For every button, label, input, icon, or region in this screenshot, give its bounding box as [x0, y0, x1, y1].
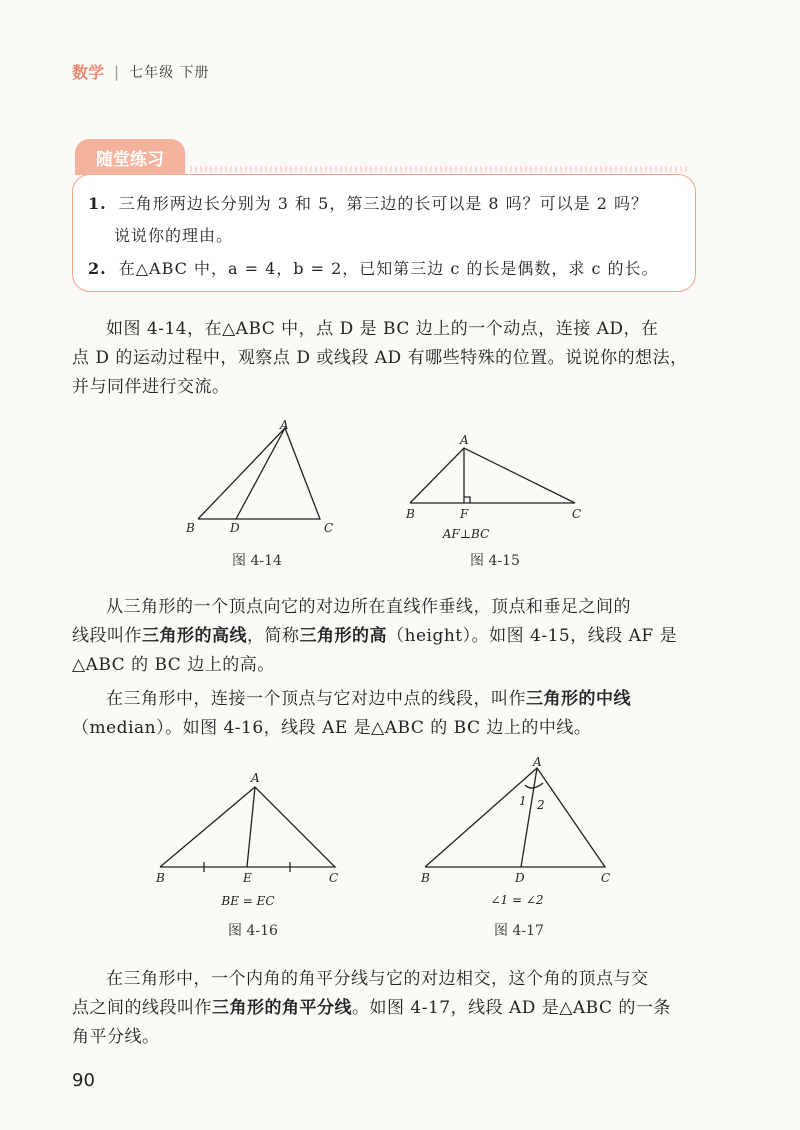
- paragraph-2-line1: 从三角形的一个顶点向它的对边所在直线作垂线，顶点和垂足之间的: [106, 597, 631, 617]
- fig415-label-a: A: [460, 433, 469, 447]
- page-header: [72, 60, 210, 83]
- fig417-bisector-ad: [521, 768, 537, 867]
- fig417-note: ∠1 = ∠2: [490, 893, 544, 907]
- fig414-segment-ad: [236, 428, 285, 519]
- paragraph-3-line1: 在三角形中，一个内角的角平分线与它的对边相交，这个角的顶点与交: [106, 969, 649, 989]
- figure-4-14: [180, 420, 350, 540]
- exercise-item-2: [88, 256, 659, 279]
- fig416-note: BE = EC: [221, 894, 275, 908]
- exercise-item-1-num: 1.: [88, 194, 107, 213]
- fig415-right-angle-mark: [464, 497, 470, 503]
- fig415-label-b: B: [406, 507, 415, 521]
- fig415-label-c: C: [572, 507, 582, 521]
- paragraph-3-line2: [72, 994, 702, 1023]
- fig417-label-d: D: [515, 871, 525, 885]
- paragraph-2-line2: [72, 622, 702, 651]
- header-grade: 七年级 下册: [129, 64, 210, 81]
- header-subject: 数学: [72, 63, 105, 82]
- fig417-label-c: C: [601, 871, 611, 885]
- fig416-triangle: [160, 787, 335, 867]
- fig415-caption: 图 4-15: [470, 553, 520, 569]
- paragraph-2: [72, 593, 702, 743]
- fig417-label-1: 1: [519, 794, 527, 808]
- paragraph-2-line5: （median）。如图 4-16，线段 AE 是△ABC 的 BC 边上的中线。: [72, 718, 592, 738]
- p2-mid: ，简称: [247, 626, 300, 646]
- fig414-label-d: D: [230, 521, 240, 535]
- term-angle-bisector: 三角形的角平分线: [212, 998, 352, 1018]
- fig416-caption: 图 4-16: [228, 923, 278, 939]
- term-altitude: 三角形的高线: [142, 626, 247, 646]
- figure-4-15: [400, 432, 590, 542]
- exercise-item-2-line1: 在△ABC 中，a = 4，b = 2，已知第三边 c 的长是偶数，求 c 的长。: [118, 259, 659, 278]
- exercise-item-1: [88, 191, 648, 214]
- p3-pre: 点之间的线段叫作: [72, 998, 212, 1018]
- term-median: 三角形的中线: [526, 689, 631, 709]
- term-height: 三角形的高: [299, 626, 387, 646]
- header-separator: |: [114, 62, 120, 81]
- fig414-label-b: B: [186, 521, 195, 535]
- paragraph-2-line4: [72, 685, 702, 714]
- p2b-pre: 在三角形中，连接一个顶点与它对边中点的线段，叫作: [106, 689, 526, 709]
- paragraph-1-line1: 如图 4-14，在△ABC 中，点 D 是 BC 边上的一个动点，连接 AD，在: [106, 319, 659, 339]
- paragraph-3-line3: 角平分线。: [72, 1027, 160, 1047]
- exercise-tag-dots: [190, 166, 690, 172]
- fig416-median-ae: [247, 787, 255, 867]
- p3-post: 。如图 4-17，线段 AD 是△ABC 的一条: [352, 998, 671, 1018]
- figure-4-17: [415, 752, 625, 912]
- fig417-label-b: B: [421, 871, 430, 885]
- fig414-caption: 图 4-14: [232, 553, 282, 569]
- fig417-label-a: A: [533, 755, 542, 769]
- fig414-triangle: [198, 428, 320, 519]
- page-number: 90: [72, 1070, 95, 1091]
- paragraph-2-line3: △ABC 的 BC 边上的高。: [72, 655, 275, 675]
- exercise-item-1-line2: 说说你的理由。: [114, 226, 234, 245]
- paragraph-1-line2: 点 D 的运动过程中，观察点 D 或线段 AD 有哪些特殊的位置。说说你的想法，: [72, 348, 688, 368]
- exercise-item-2-num: 2.: [88, 259, 107, 278]
- fig416-label-e: E: [243, 871, 252, 885]
- p2-post: （height）。如图 4-15，线段 AF 是: [387, 626, 678, 646]
- fig416-label-b: B: [156, 871, 165, 885]
- paragraph-1-line3: 并与同伴进行交流。: [72, 377, 230, 397]
- fig417-caption: 图 4-17: [494, 923, 544, 939]
- fig417-label-2: 2: [537, 798, 545, 812]
- paragraph-3: [72, 965, 702, 1052]
- fig415-triangle: [410, 448, 575, 503]
- exercise-item-1-line1: 三角形两边长分别为 3 和 5，第三边的长可以是 8 吗？可以是 2 吗？: [118, 194, 649, 213]
- fig415-label-f: F: [460, 507, 469, 521]
- fig414-label-a: A: [280, 418, 289, 432]
- fig416-label-c: C: [329, 871, 339, 885]
- fig415-note: AF⊥BC: [442, 527, 490, 541]
- exercise-tag: 随堂练习: [75, 139, 185, 175]
- fig417-triangle: [425, 768, 605, 867]
- paragraph-1: [72, 315, 702, 402]
- fig414-label-c: C: [324, 521, 334, 535]
- figure-4-16: [150, 765, 350, 908]
- p2-pre: 线段叫作: [72, 626, 142, 646]
- fig416-label-a: A: [251, 771, 260, 785]
